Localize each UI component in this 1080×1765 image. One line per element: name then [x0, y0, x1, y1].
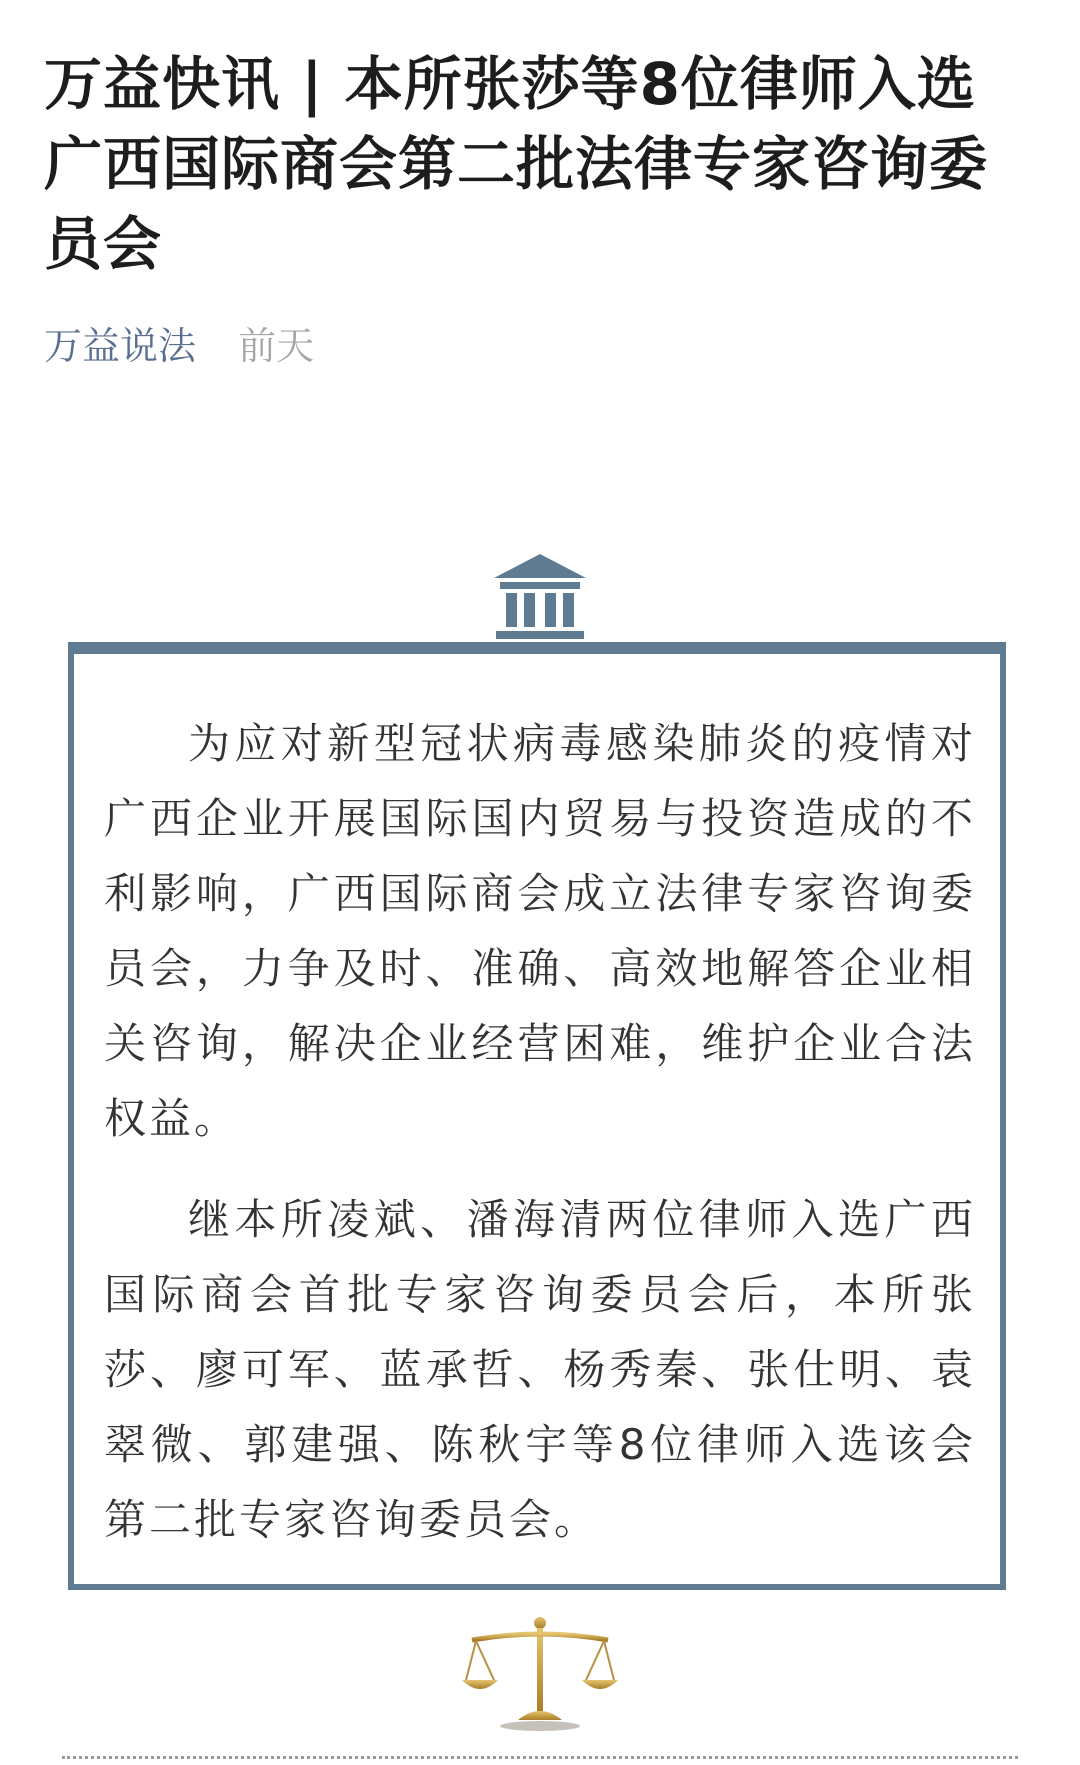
- scale-of-justice-icon: [462, 1614, 618, 1732]
- content-frame: [68, 642, 1006, 1590]
- pillar-building-icon: [492, 552, 588, 644]
- content-paragraph-1: 为应对新型冠状病毒感染肺炎的疫情对广西企业开展国际国内贸易与投资造成的不利影响，广西国际商会成立法律专家咨询委员会，力争及时、准确、高效地解答企业相关咨询，解决企业经营困难，维护企业合法权益。: [104, 719, 976, 1143]
- content-paragraph-2: 继本所凌斌、潘海清两位律师入选广西国际商会首批专家咨询委员会后，本所张莎、廖可军、蓝承哲、杨秀秦、张仕明、袁翠微、郭建强、陈秋宇等8位律师入选该会第二批专家咨询委员会。: [104, 1195, 976, 1544]
- bottom-dotted-divider: [62, 1756, 1018, 1759]
- article-date: 前天: [238, 324, 315, 368]
- article-title: 万益快讯 | 本所张莎等8位律师入选广西国际商会第二批法律专家咨询委员会: [44, 50, 989, 278]
- article-source-link[interactable]: 万益说法: [44, 324, 197, 368]
- article-meta: [44, 320, 314, 372]
